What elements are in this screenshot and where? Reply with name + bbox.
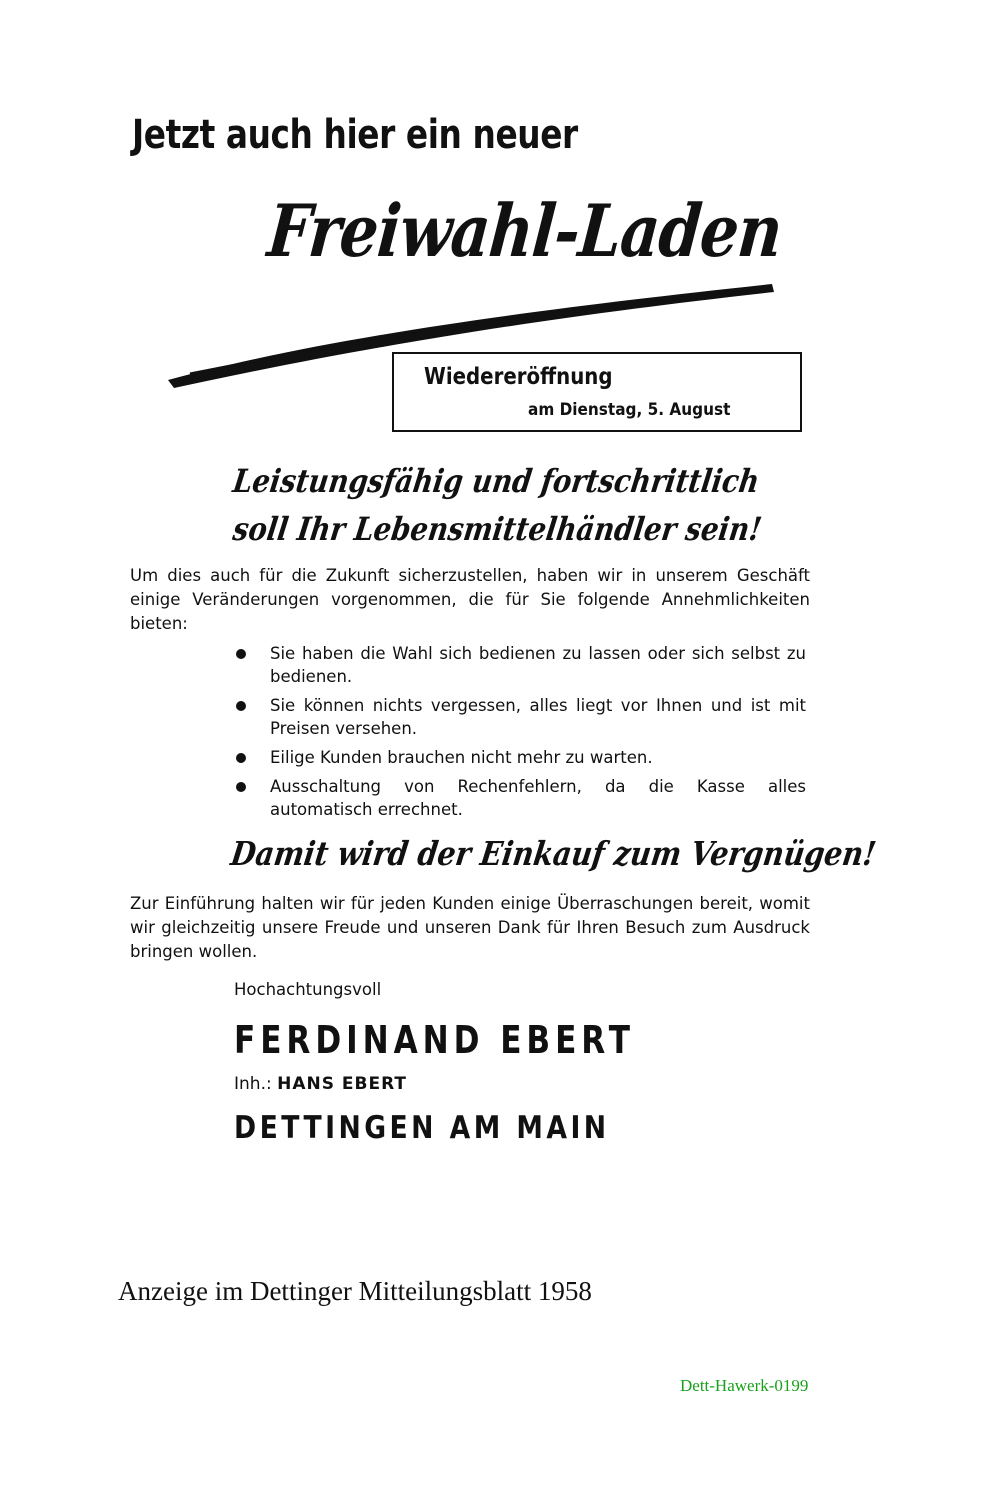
intro-paragraph: Um dies auch für die Zukunft sicherzustellen, haben wir in unserem Geschäft einige Veränderungen vorgenommen, die für Sie folgende Annehmlichkeiten bieten: bbox=[130, 566, 810, 633]
list-item bbox=[232, 746, 806, 769]
list-item bbox=[232, 694, 806, 740]
owner-line bbox=[234, 1074, 407, 1094]
reference-id: Dett-Hawerk-0199 bbox=[680, 1376, 809, 1395]
bullet-icon bbox=[236, 782, 246, 792]
closing-paragraph: Zur Einführung halten wir für jeden Kunden einige Überraschungen bereit, womit wir gleichzeitig unsere Freude und unseren Dank für Ihren Besuch zum Ausdruck bringen wollen. bbox=[130, 894, 810, 961]
slogan-line-2: soll Ihr Lebensmittelhändler sein! bbox=[230, 510, 765, 548]
greeting: Hochachtungsvoll bbox=[234, 980, 382, 999]
town-name: DETTINGEN AM MAIN bbox=[234, 1110, 610, 1146]
benefit-text: Sie können nichts vergessen, alles liegt vor Ihnen und ist mit Preisen versehen. bbox=[270, 696, 806, 738]
benefit-text: Eilige Kunden brauchen nicht mehr zu warten. bbox=[270, 748, 653, 767]
list-item bbox=[232, 775, 806, 821]
benefit-text: Ausschaltung von Rechenfehlern, da die Kasse alles automatisch errechnet. bbox=[270, 777, 806, 819]
bullet-icon bbox=[236, 701, 246, 711]
owner-prefix: Inh.: bbox=[234, 1074, 272, 1094]
reopening-box bbox=[392, 352, 802, 432]
bullet-icon bbox=[236, 649, 246, 659]
reopening-title: Wiedereröffnung bbox=[424, 364, 613, 390]
image-caption: Anzeige im Dettinger Mitteilungsblatt 1958 bbox=[118, 1276, 592, 1306]
bullet-icon bbox=[236, 753, 246, 763]
slogan-line-3: Damit wird der Einkauf zum Vergnügen! bbox=[228, 834, 879, 873]
owner-name: HANS EBERT bbox=[277, 1074, 407, 1094]
benefit-text: Sie haben die Wahl sich bedienen zu lassen oder sich selbst zu bedienen. bbox=[270, 644, 806, 686]
headline-line-1: Jetzt auch hier ein neuer bbox=[132, 112, 578, 158]
company-name: FERDINAND EBERT bbox=[234, 1018, 635, 1062]
headline-store-name: Freiwahl-Laden bbox=[264, 188, 786, 273]
slogan-line-1: Leistungsfähig und fortschrittlich bbox=[230, 462, 762, 500]
list-item bbox=[232, 642, 806, 688]
benefits-list bbox=[232, 642, 806, 827]
reopening-date: am Dienstag, 5. August bbox=[528, 400, 731, 420]
